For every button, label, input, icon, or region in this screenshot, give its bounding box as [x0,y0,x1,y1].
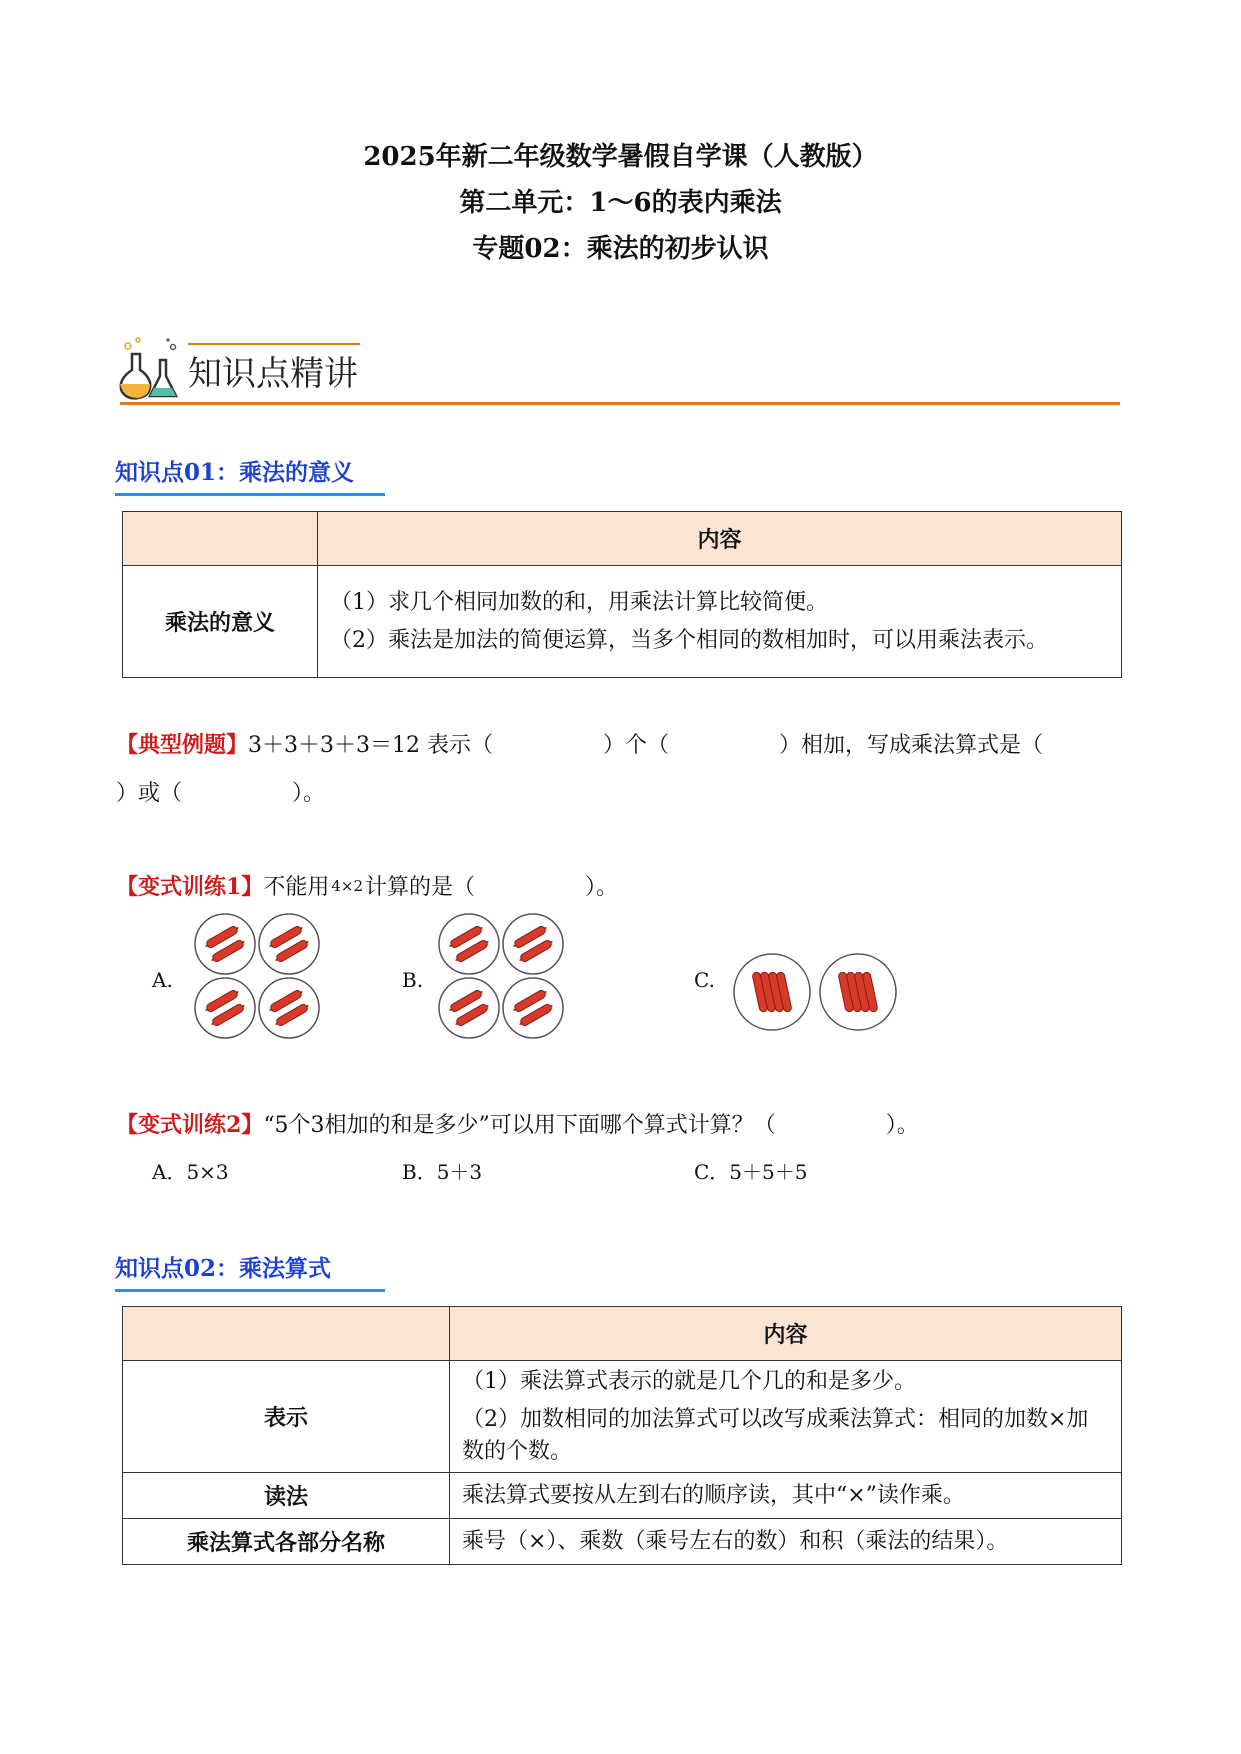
kp1-underline [115,493,385,496]
doc-title-line1: 2025年新二年级数学暑假自学课（人教版） [363,142,878,172]
kp1-row-content [318,566,1122,678]
option-c-sausage-groups-image [732,952,900,1032]
lab-flask-icon [114,336,180,402]
kp2-title: 知识点02：乘法算式 [115,1255,332,1282]
doc-title-line3: 专题02：乘法的初步认识 [472,234,769,264]
kp2-table [122,1306,1122,1565]
kp1-table-header-row [123,512,1122,566]
kp2-table-corner [123,1307,450,1361]
example-text-1: 3＋3＋3＋3＝12 表示（ ）个（ ）相加，写成乘法算式是（ [248,733,1043,758]
example-text-2: ）或（ ）。 [116,781,326,806]
example-tag: 【典型例题】 [116,732,249,758]
exercise1-tag: 【变式训练1】 [116,874,264,900]
kp2-row3-content: 乘号（×）、乘数（乘号左右的数）和积（乘法的结果）。 [450,1519,1122,1565]
kp2-table-header-row [123,1307,1122,1361]
exercise1-question [116,870,618,901]
kp1-table [122,511,1122,678]
kp1-title: 知识点01：乘法的意义 [115,459,355,486]
kp2-row1-content [450,1361,1122,1473]
banner-title: 知识点精讲 [188,354,358,394]
table-row [123,1519,1122,1565]
exercise2-option-a: A．5×3 [152,1160,229,1184]
kp1-table-header: 内容 [318,512,1122,566]
option-a-sausage-groups-image [192,912,322,1040]
exercise1-option-a-label: A. [152,968,173,992]
table-row [123,1361,1122,1473]
kp1-line-2: （2）乘法是加法的简便运算，当多个相同的数相加时，可以用乘法表示。 [330,627,1048,653]
exercise2-tag: 【变式训练2】 [116,1112,264,1138]
exercise2-text: “5个3相加的和是多少”可以用下面哪个算式计算？（ ）。 [263,1113,919,1138]
exercise2-option-b: B．5＋3 [402,1160,483,1184]
kp1-line-1: （1）求几个相同加数的和，用乘法计算比较简便。 [330,589,828,615]
exercise2-option-c: C．5＋5＋5 [694,1160,808,1184]
exercise1-text-pre: 不能用 [263,875,330,900]
doc-title-line2: 第二单元：1～6的表内乘法 [459,188,782,218]
exercise2-question [116,1108,919,1139]
exercise1-option-b-label: B. [402,968,424,992]
table-row [123,566,1122,678]
kp2-underline [115,1289,385,1292]
option-b-sausage-groups-image [436,912,566,1040]
exercise1-text-post: 计算的是（ ）。 [364,875,618,900]
kp2-row1-line2: （2）加数相同的加法算式可以改写成乘法算式：相同的加数×加数的个数。 [462,1406,1089,1464]
exercise1-option-c-label: C. [694,968,715,992]
banner-accent-line [188,343,360,345]
kp1-row-label: 乘法的意义 [123,566,318,678]
kp2-row1-label: 表示 [123,1361,450,1473]
banner-divider [120,402,1120,405]
kp2-table-header: 内容 [450,1307,1122,1361]
exercise1-formula: 4×2 [331,877,363,895]
table-row [123,1473,1122,1519]
kp1-table-corner [123,512,318,566]
example-question-line1 [116,728,1043,759]
kp2-row2-content: 乘法算式要按从左到右的顺序读，其中“×”读作乘。 [450,1473,1122,1519]
kp2-row2-label: 读法 [123,1473,450,1519]
kp2-row1-line1: （1）乘法算式表示的就是几个几的和是多少。 [462,1368,916,1394]
kp2-row3-label: 乘法算式各部分名称 [123,1519,450,1565]
